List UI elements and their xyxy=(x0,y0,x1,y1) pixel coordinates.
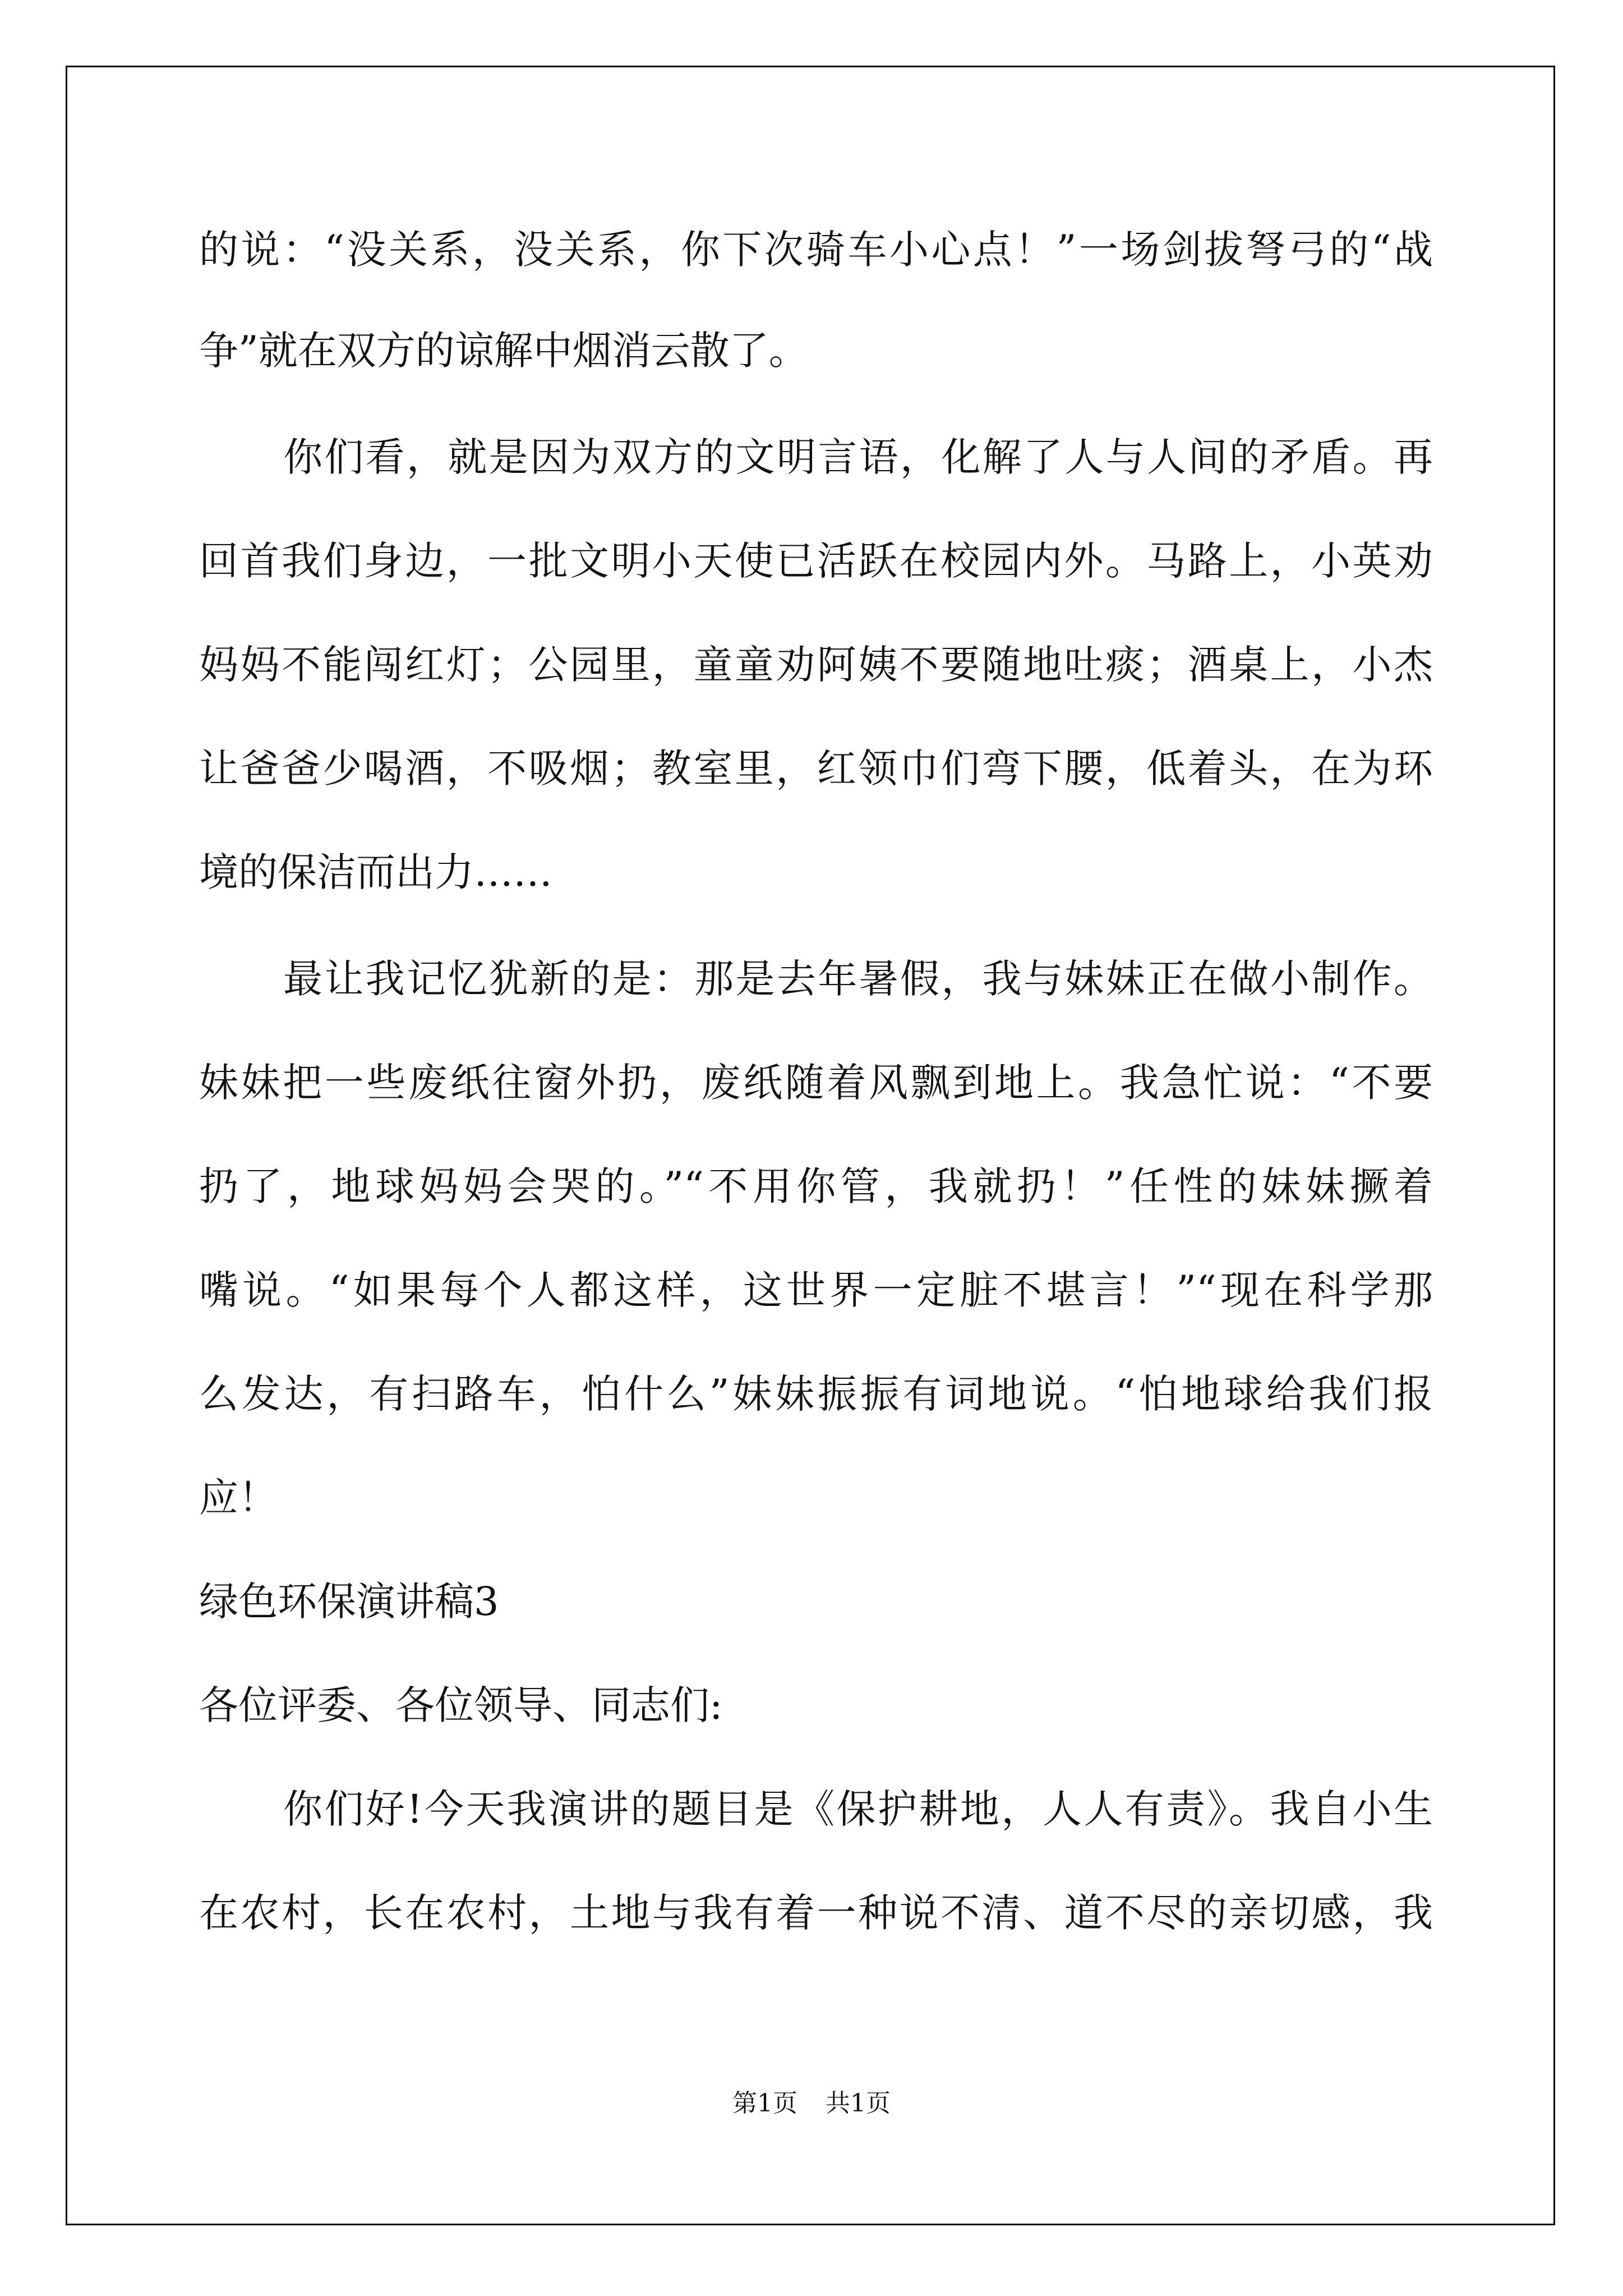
paragraph-line: 的说：“没关系，没关系，你下次骑车小心点！”一场剑拔弩弓的“战 xyxy=(199,227,1433,273)
page-footer xyxy=(0,2087,1623,2120)
paragraph-line: 在农村，长在农村，土地与我有着一种说不清、道不尽的亲切感，我 xyxy=(199,1890,1433,1936)
paragraph-line: 境的保洁而出力…… xyxy=(199,849,552,895)
paragraph-line: 你们看，就是因为双方的文明言语，化解了人与人间的矛盾。再 xyxy=(283,434,1433,480)
paragraph-line: 让爸爸少喝酒，不吸烟；教室里，红领巾们弯下腰，低着头，在为环 xyxy=(199,746,1433,792)
page-total: 共1页 xyxy=(826,2089,891,2118)
paragraph-line: 你们好!今天我演讲的题目是《保护耕地，人人有责》。我自小生 xyxy=(283,1786,1433,1832)
page-number: 第1页 xyxy=(732,2089,797,2118)
paragraph-line: 妈妈不能闯红灯；公园里，童童劝阿姨不要随地吐痰；酒桌上，小杰 xyxy=(199,642,1433,688)
paragraph-line: 扔了，地球妈妈会哭的。”“不用你管，我就扔！”任性的妹妹撅着 xyxy=(199,1163,1433,1209)
paragraph-line: 回首我们身边，一批文明小天使已活跃在校园内外。马路上，小英劝 xyxy=(199,538,1433,584)
salutation-line: 各位评委、各位领导、同志们: xyxy=(199,1682,723,1728)
paragraph-line: 妹妹把一些废纸往窗外扔，废纸随着风飘到地上。我急忙说：“不要 xyxy=(199,1060,1433,1106)
paragraph-line: 么发达，有扫路车，怕什么”妹妹振振有词地说。“怕地球给我们报 xyxy=(199,1371,1433,1417)
paragraph-line: 嘴说。“如果每个人都这样，这世界一定脏不堪言！”“现在科学那 xyxy=(199,1267,1433,1313)
section-heading: 绿色环保演讲稿3 xyxy=(199,1579,499,1625)
paragraph-line: 最让我记忆犹新的是：那是去年暑假，我与妹妹正在做小制作。 xyxy=(283,956,1433,1002)
paragraph-line: 应！ xyxy=(199,1475,278,1521)
paragraph-line: 争”就在双方的谅解中烟消云散了。 xyxy=(199,328,808,374)
